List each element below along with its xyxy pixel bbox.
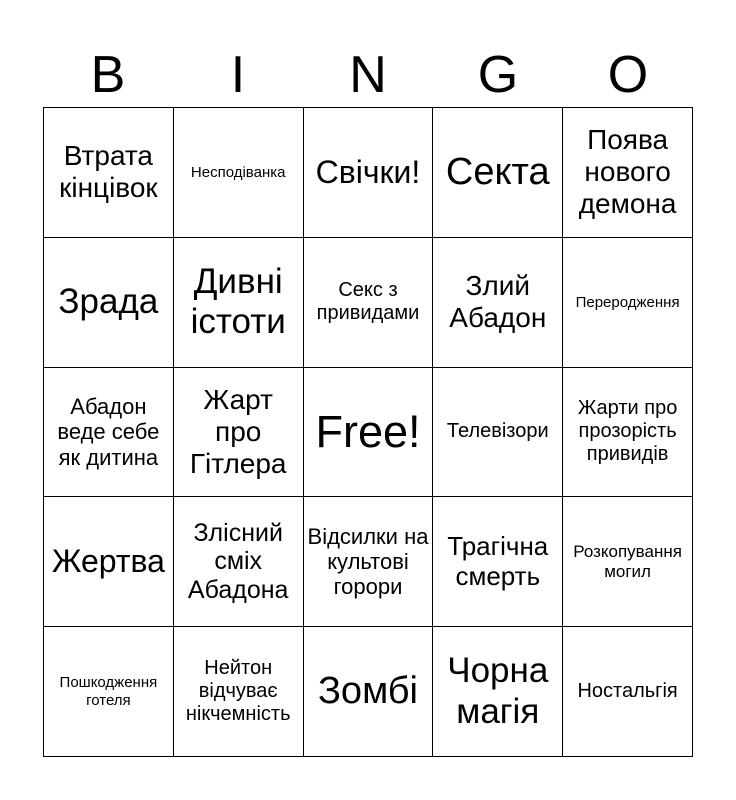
bingo-cell[interactable]: Втрата кінцівок [44,108,174,238]
bingo-cell[interactable]: Відсилки на культові горори [304,497,434,627]
bingo-grid [43,107,693,757]
bingo-cell[interactable]: Секс з привидами [304,238,434,368]
bingo-cell[interactable]: Свічки! [304,108,434,238]
bingo-cell[interactable]: Жарт про Гітлера [174,368,304,498]
bingo-cell[interactable]: Злісний сміх Абадона [174,497,304,627]
bingo-cell[interactable]: Чорна магія [433,627,563,757]
bingo-cell[interactable]: Зомбі [304,627,434,757]
bingo-cell[interactable]: Дивні істоти [174,238,304,368]
header-letter-i: I [230,46,246,104]
bingo-cell[interactable]: Телевізори [433,368,563,498]
bingo-cell[interactable]: Пошкодження готеля [44,627,174,757]
bingo-header [43,44,693,107]
header-letter-o: O [607,46,649,104]
bingo-cell[interactable]: Переродження [563,238,693,368]
bingo-cell[interactable]: Жарти про прозорість привидів [563,368,693,498]
bingo-cell[interactable]: Жертва [44,497,174,627]
header-letter-b: B [90,46,126,104]
free-space-cell[interactable]: Free! [304,368,434,498]
bingo-cell[interactable]: Розкопування могил [563,497,693,627]
bingo-cell[interactable]: Ностальгія [563,627,693,757]
header-letter-g: G [477,46,519,104]
header-letter-n: N [349,46,387,104]
bingo-cell[interactable]: Нейтон відчуває нікчемність [174,627,304,757]
bingo-cell[interactable]: Злий Абадон [433,238,563,368]
bingo-cell[interactable]: Поява нового демона [563,108,693,238]
bingo-cell[interactable]: Зрада [44,238,174,368]
bingo-cell[interactable]: Абадон веде себе як дитина [44,368,174,498]
bingo-cell[interactable]: Трагічна смерть [433,497,563,627]
bingo-cell[interactable]: Несподіванка [174,108,304,238]
bingo-cell[interactable]: Секта [433,108,563,238]
